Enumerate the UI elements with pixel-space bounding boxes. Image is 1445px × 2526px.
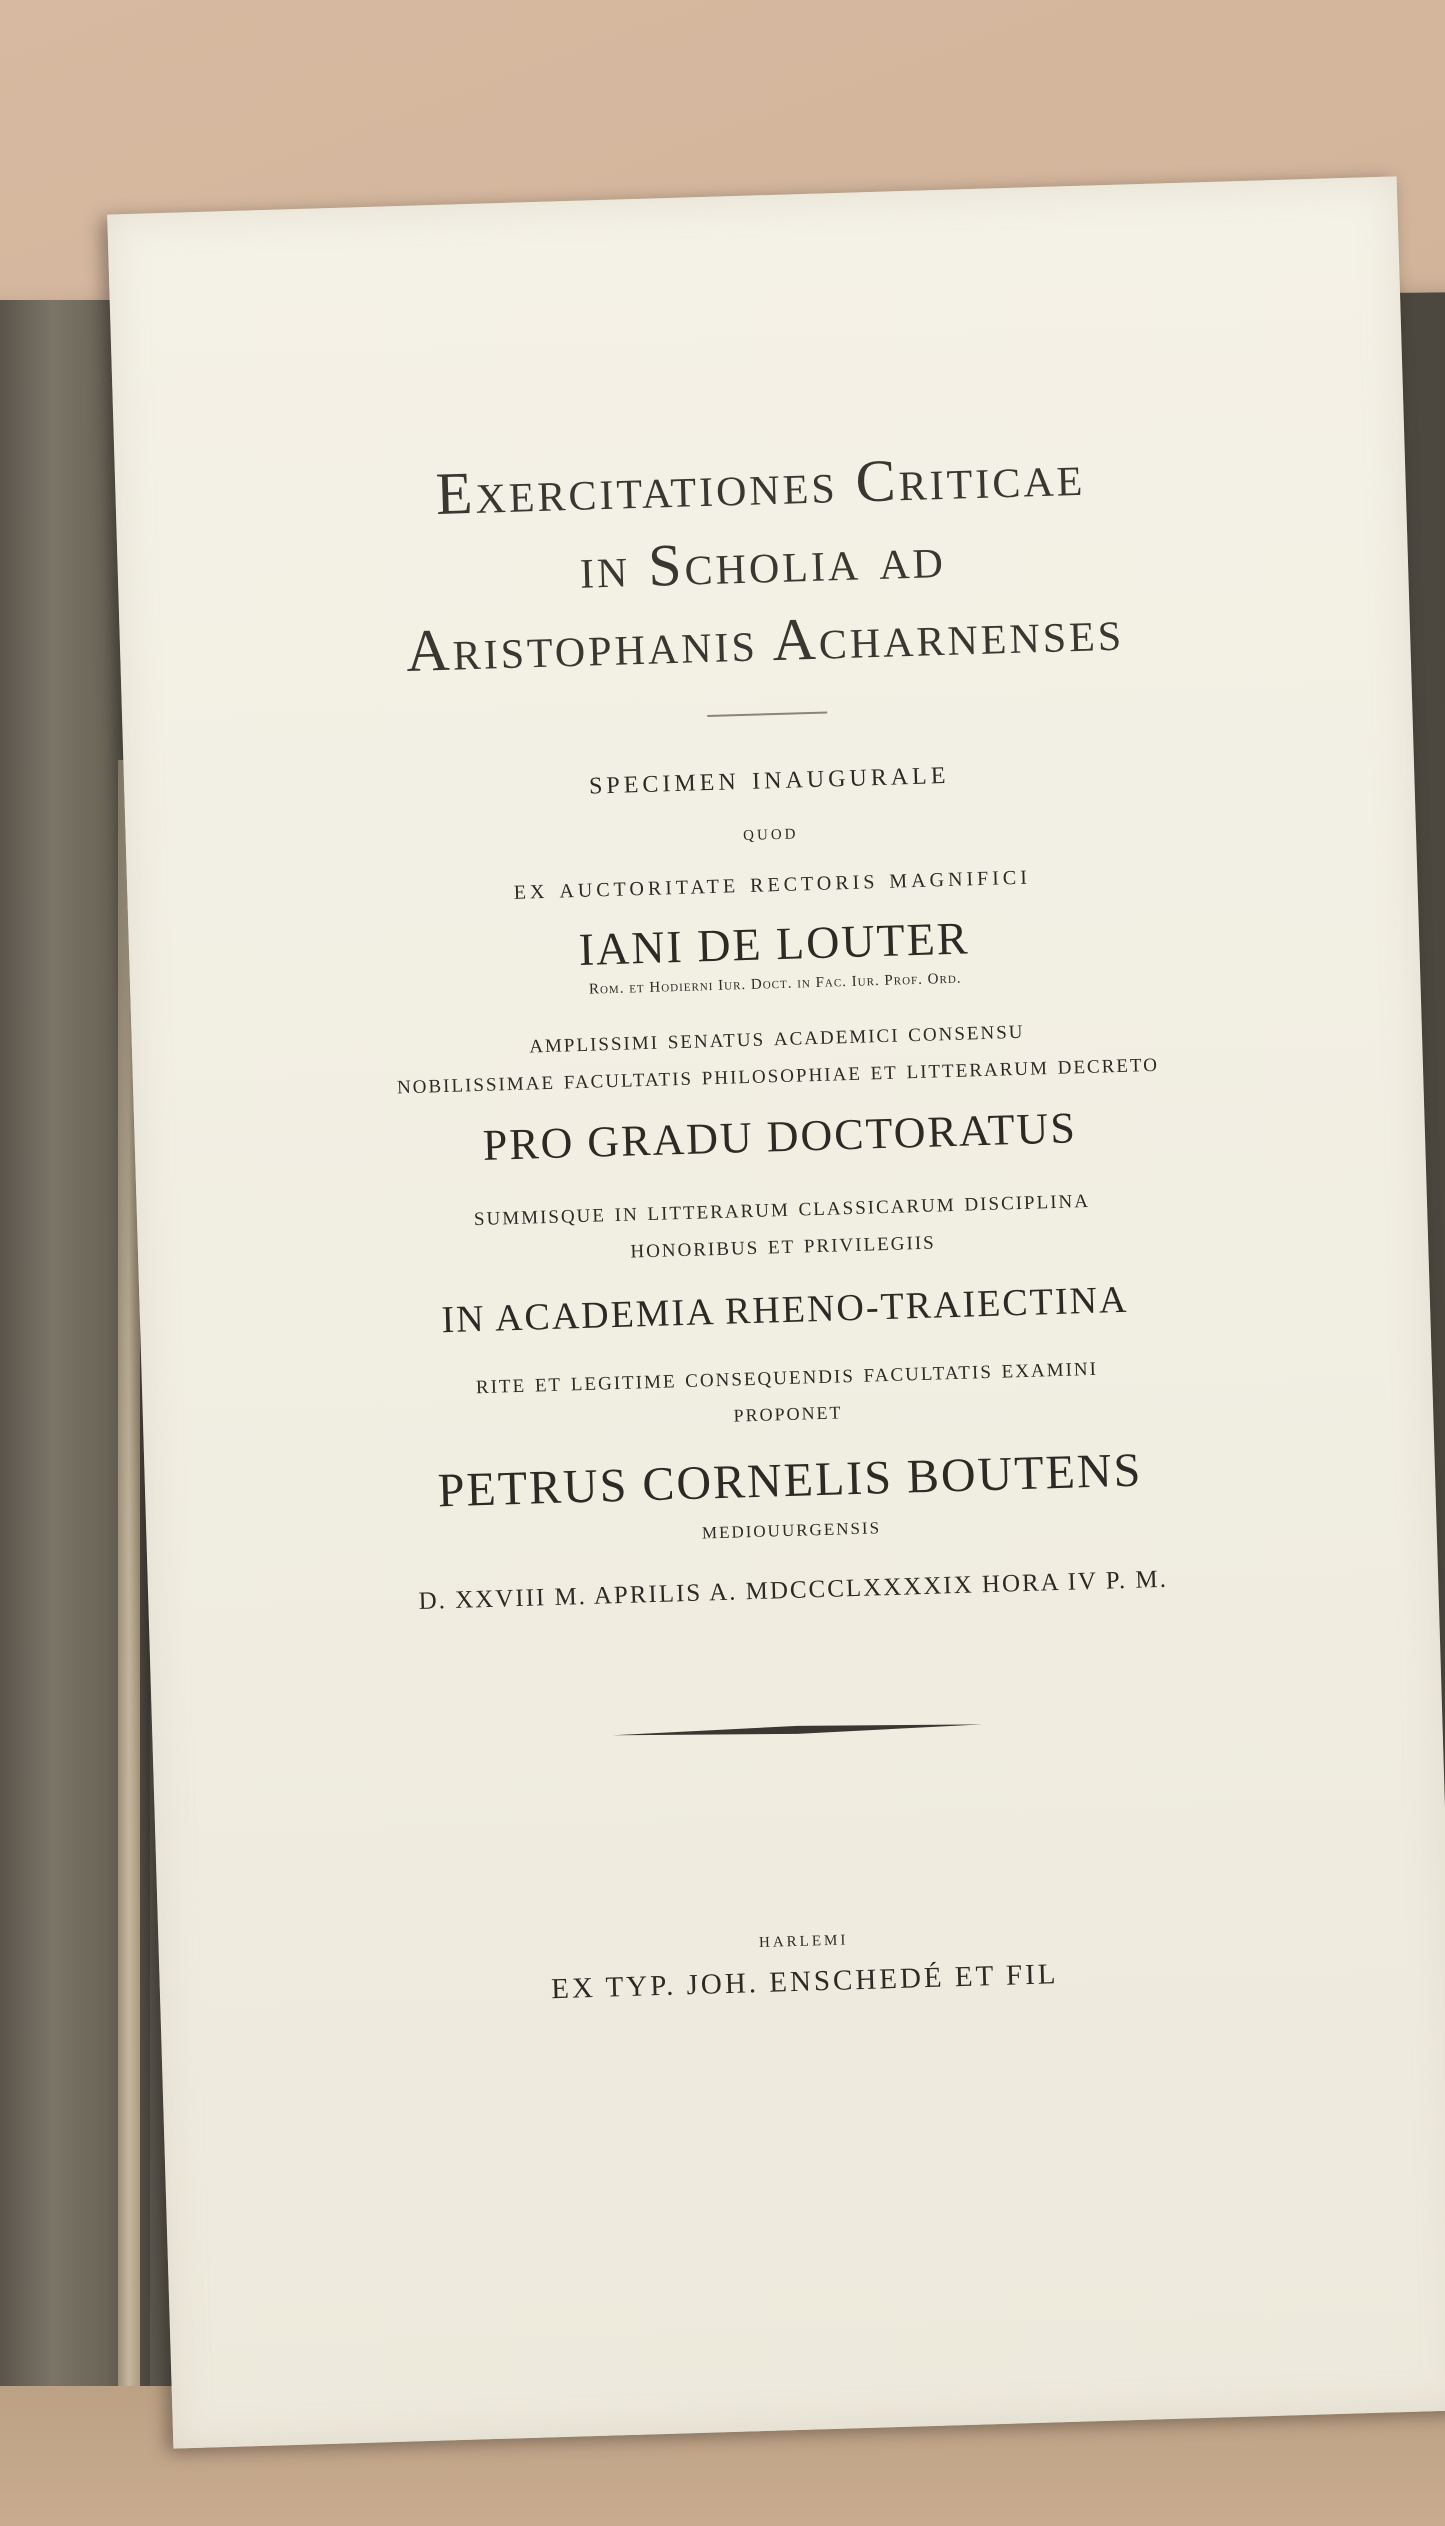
title-line-1: Exercitationes Criticae [434, 441, 1087, 527]
ornamental-rule [612, 1717, 982, 1742]
book-title [115, 426, 1411, 698]
rector-title: Rom. et Hodierni Iur. Doct. in Fac. Iur. Prof. Ord. [588, 970, 962, 998]
title-divider [707, 711, 827, 717]
auctoritate-line: ex auctoritate rectoris magnifici [513, 859, 1032, 906]
imprint-printer: EX TYP. JOH. ENSCHEDÉ ET FIL [550, 1958, 1059, 2006]
disciplina-line: summisque in litterarum classicarum disciplina [473, 1182, 1091, 1232]
title-line-3: Aristophanis Acharnenses [405, 596, 1125, 684]
senatus-line: amplissimi senatus academici consensu [528, 1013, 1025, 1059]
examini-line: rite et legitime consequendis facultatis examini [475, 1350, 1099, 1400]
rector-name: IANI DE LOUTER [577, 912, 971, 975]
title-page [107, 176, 1445, 2448]
proponet-line: proponet [733, 1395, 843, 1428]
quod-line: quod [742, 818, 799, 846]
academia-line: IN ACADEMIA RHENO-TRAIECTINA [440, 1278, 1129, 1342]
specimen-line: specimen inaugurale [588, 753, 950, 802]
defense-date: D. XXVIII M. APRILIS A. MDCCCLXXXXIX HORA IV P. M. [418, 1565, 1169, 1615]
facultatis-line: nobilissimae facultatis philosophiae et litterarum decreto [396, 1046, 1160, 1100]
degree-line: PRO GRADU DOCTORATUS [482, 1103, 1078, 1170]
author-name: PETRUS CORNELIS BOUTENS [436, 1443, 1143, 1518]
imprint-place: harlemi [758, 1925, 849, 1953]
title-page-content [107, 176, 1445, 2448]
privilegiis-line: honoribus et privilegiis [629, 1224, 937, 1264]
title-line-2: in Scholia ad [578, 523, 947, 601]
author-origin: mediouurgensis [701, 1513, 882, 1545]
